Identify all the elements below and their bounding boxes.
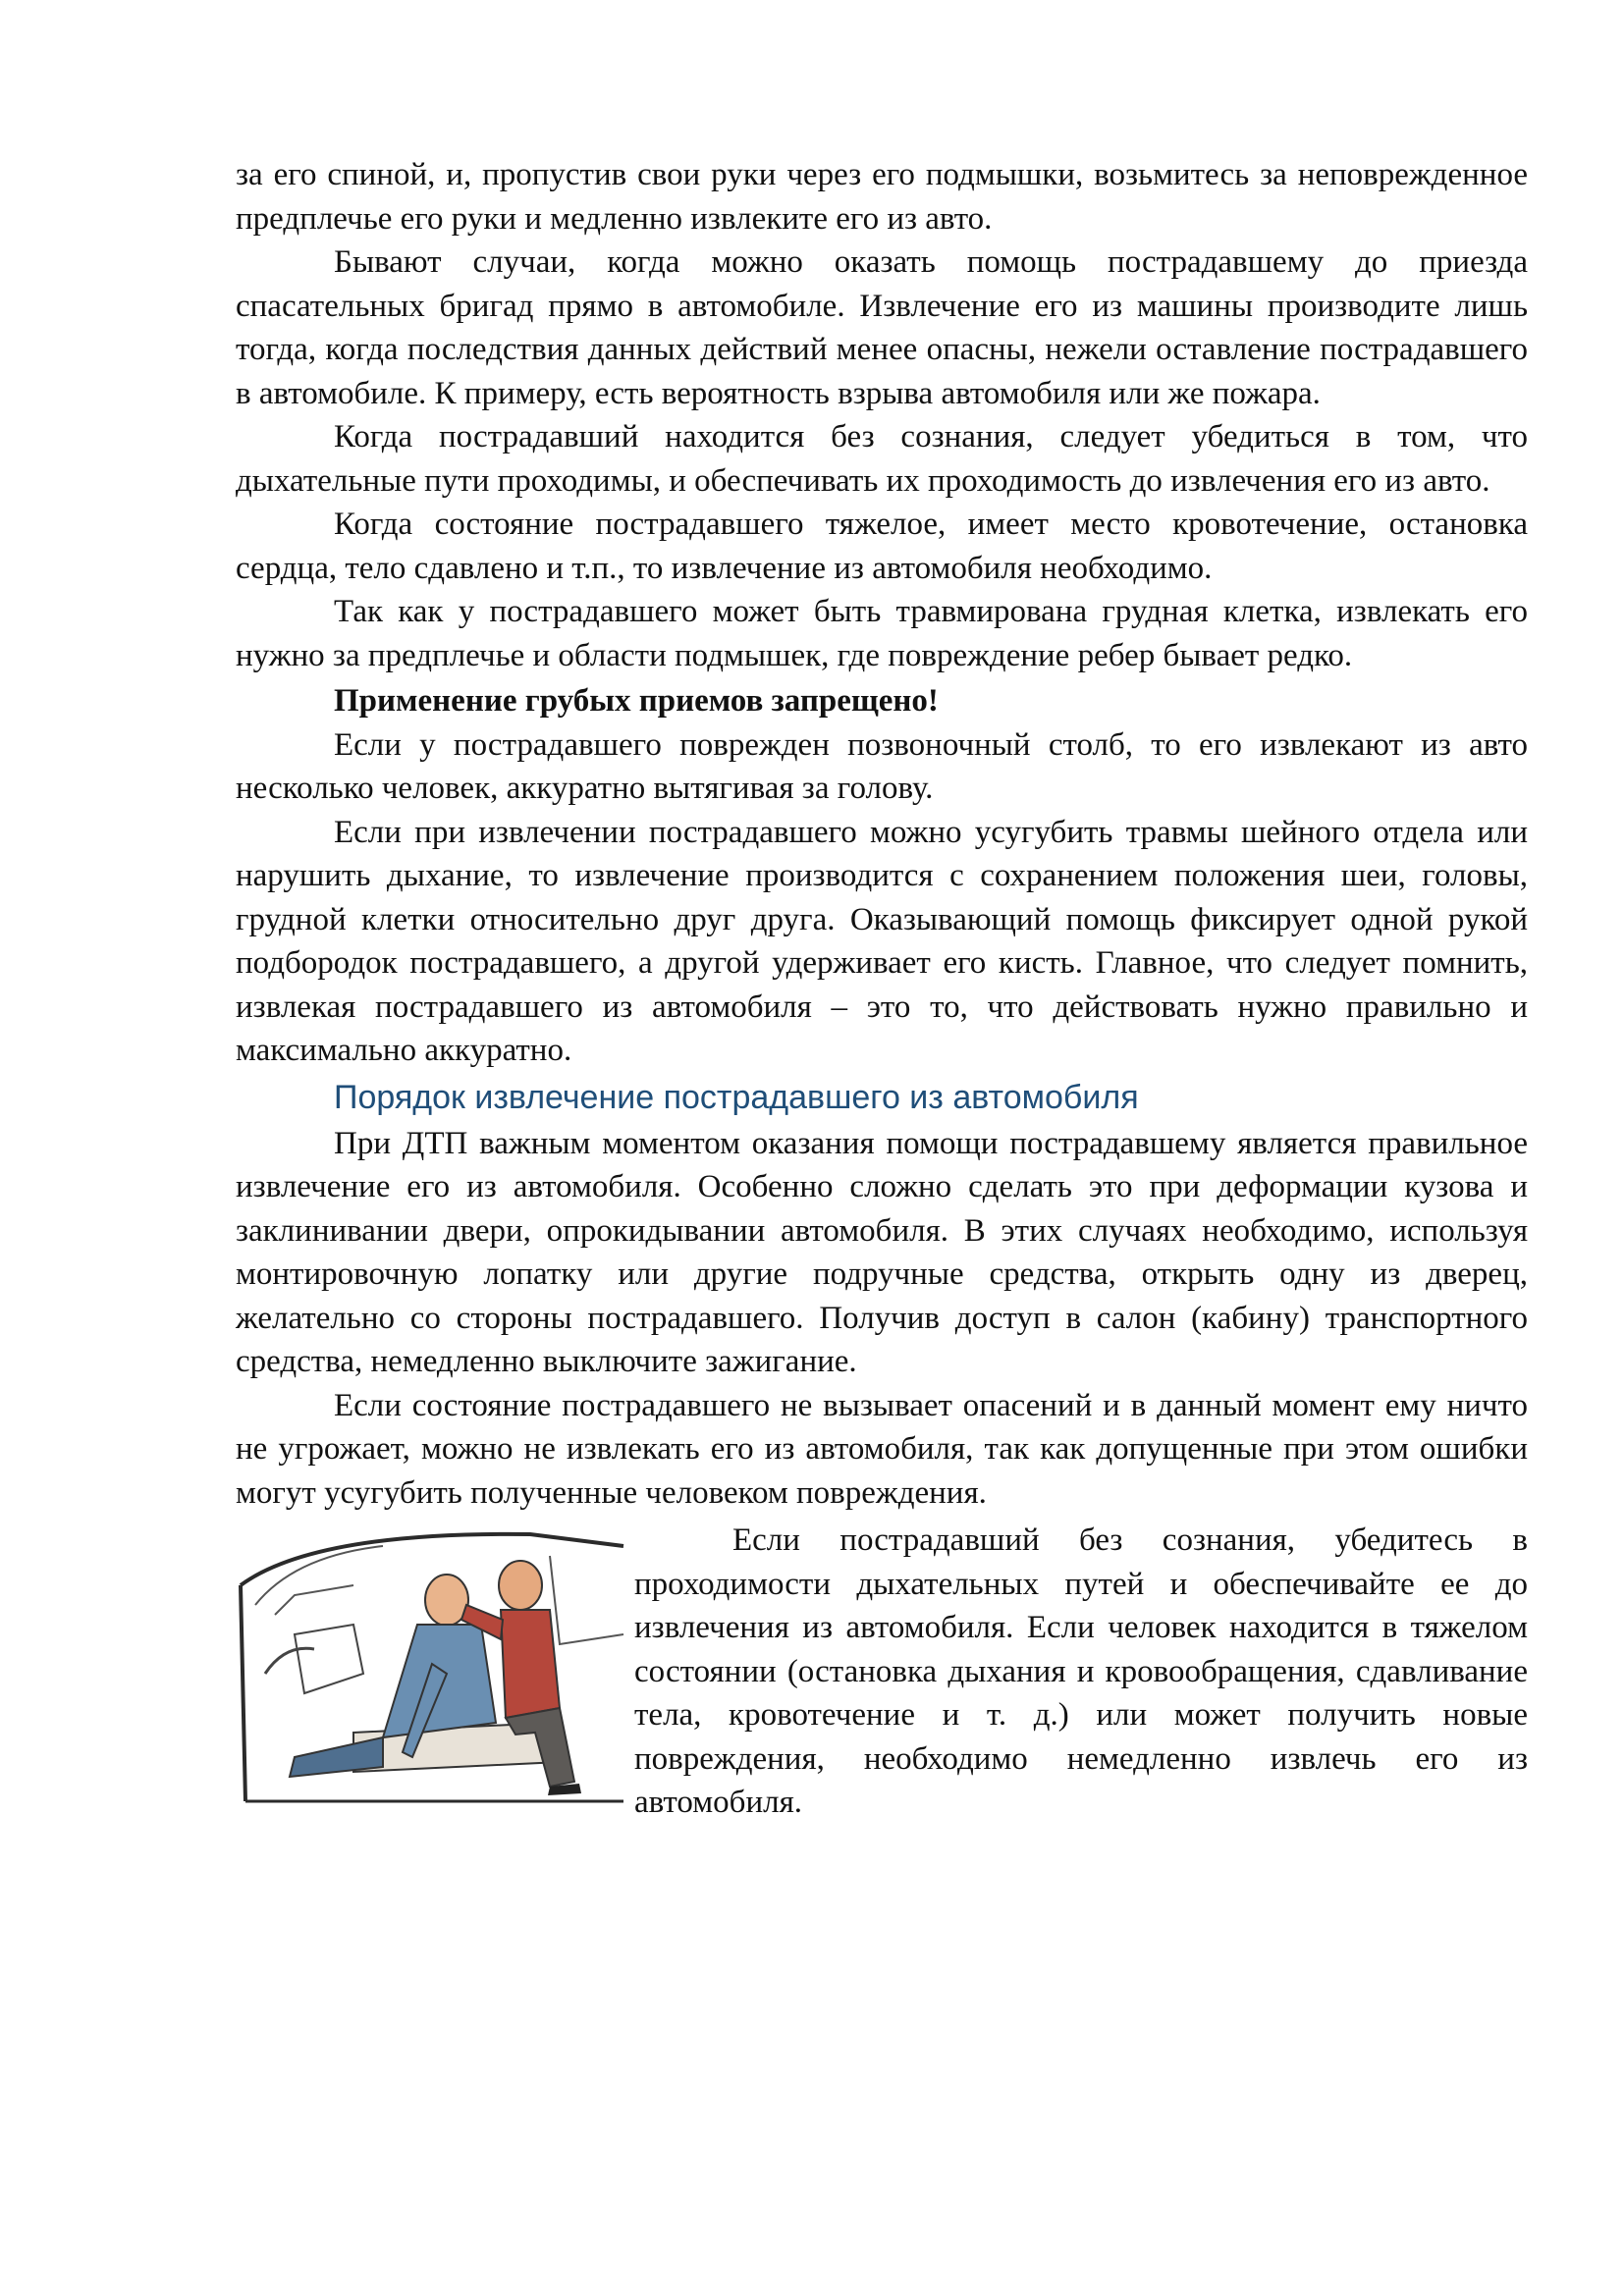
paragraph: Когда пострадавший находится без сознания, следует убедиться в том, что дыхательные пути проходимы, и обеспечивать их проходимость до извлечения его из авто. — [236, 419, 1528, 499]
illustrated-paragraph — [236, 1519, 1528, 1825]
paragraph: за его спиной, и, пропустив свои руки через его подмышки, возьмитесь за неповрежденное предплечье его руки и медленно извлеките его из авто. — [236, 157, 1528, 237]
paragraph: Если у пострадавшего поврежден позвоночный столб, то его извлекают из авто несколько человек, аккуратно вытягивая за голову. — [236, 726, 1528, 806]
paragraph: Бывают случаи, когда можно оказать помощь пострадавшему до приезда спасательных бригад прямо в автомобиле. Извлечение его из машины производите лишь тогда, когда последствия данных действий менее опасны, нежели оставление пострадавшего в автомобиле. К примеру, есть вероятность взрыва автомобиля или же пожара. — [236, 244, 1528, 411]
paragraph: Если пострадавший без сознания, убедитесь в проходимости дыхательных путей и обеспечивайте ее до извлечения из автомобиля. Если человек находится в тяжелом состоянии (остановка дыхания и кровообращения, сдавливание тела, кровотечение и т. д.) или может получить новые повреждения, необходимо немедленно извлечь его из автомобиля. — [634, 1522, 1528, 1820]
document-page — [236, 153, 1528, 1825]
paragraph: Если состояние пострадавшего не вызывает опасений и в данный момент ему ничто не угрожает, можно не извлекать его из автомобиля, так как допущенные при этом ошибки могут усугубить полученные человеком повреждения. — [236, 1387, 1528, 1511]
warning-text: Применение грубых приемов запрещено! — [334, 683, 939, 719]
paragraph: Так как у пострадавшего может быть травмирована грудная клетка, извлекать его нужно за предплечье и области подмышек, где повреждение ребер бывает редко. — [236, 594, 1528, 673]
car-rescue-illustration — [236, 1526, 628, 1821]
paragraph: Если при извлечении пострадавшего можно усугубить травмы шейного отдела или нарушить дыхание, то извлечение производится с сохранением положения шеи, головы, грудной клетки относительно друг друга. Оказывающий помощь фиксирует одной рукой подбородок пострадавшего, а другой удерживает его кисть. Главное, что следует помнить, извлекая пострадавшего из автомобиля – это то, что действовать нужно правильно и максимально аккуратно. — [236, 814, 1528, 1068]
paragraph: При ДТП важным моментом оказания помощи пострадавшему является правильное извлечение его из автомобиля. Особенно сложно сделать это при деформации кузова и заклинивании двери, опрокидывании автомобиля. В этих случаях необходимо, используя монтировочную лопатку или другие подручные средства, открыть одну из дверец, желательно со стороны пострадавшего. Получив доступ в салон (кабину) транспортного средства, немедленно выключите зажигание. — [236, 1125, 1528, 1379]
paragraph: Когда состояние пострадавшего тяжелое, имеет место кровотечение, остановка сердца, тело сдавлено и т.п., то извлечение из автомобиля необходимо. — [236, 507, 1528, 586]
section-heading: Порядок извлечение пострадавшего из автомобиля — [334, 1078, 1139, 1116]
